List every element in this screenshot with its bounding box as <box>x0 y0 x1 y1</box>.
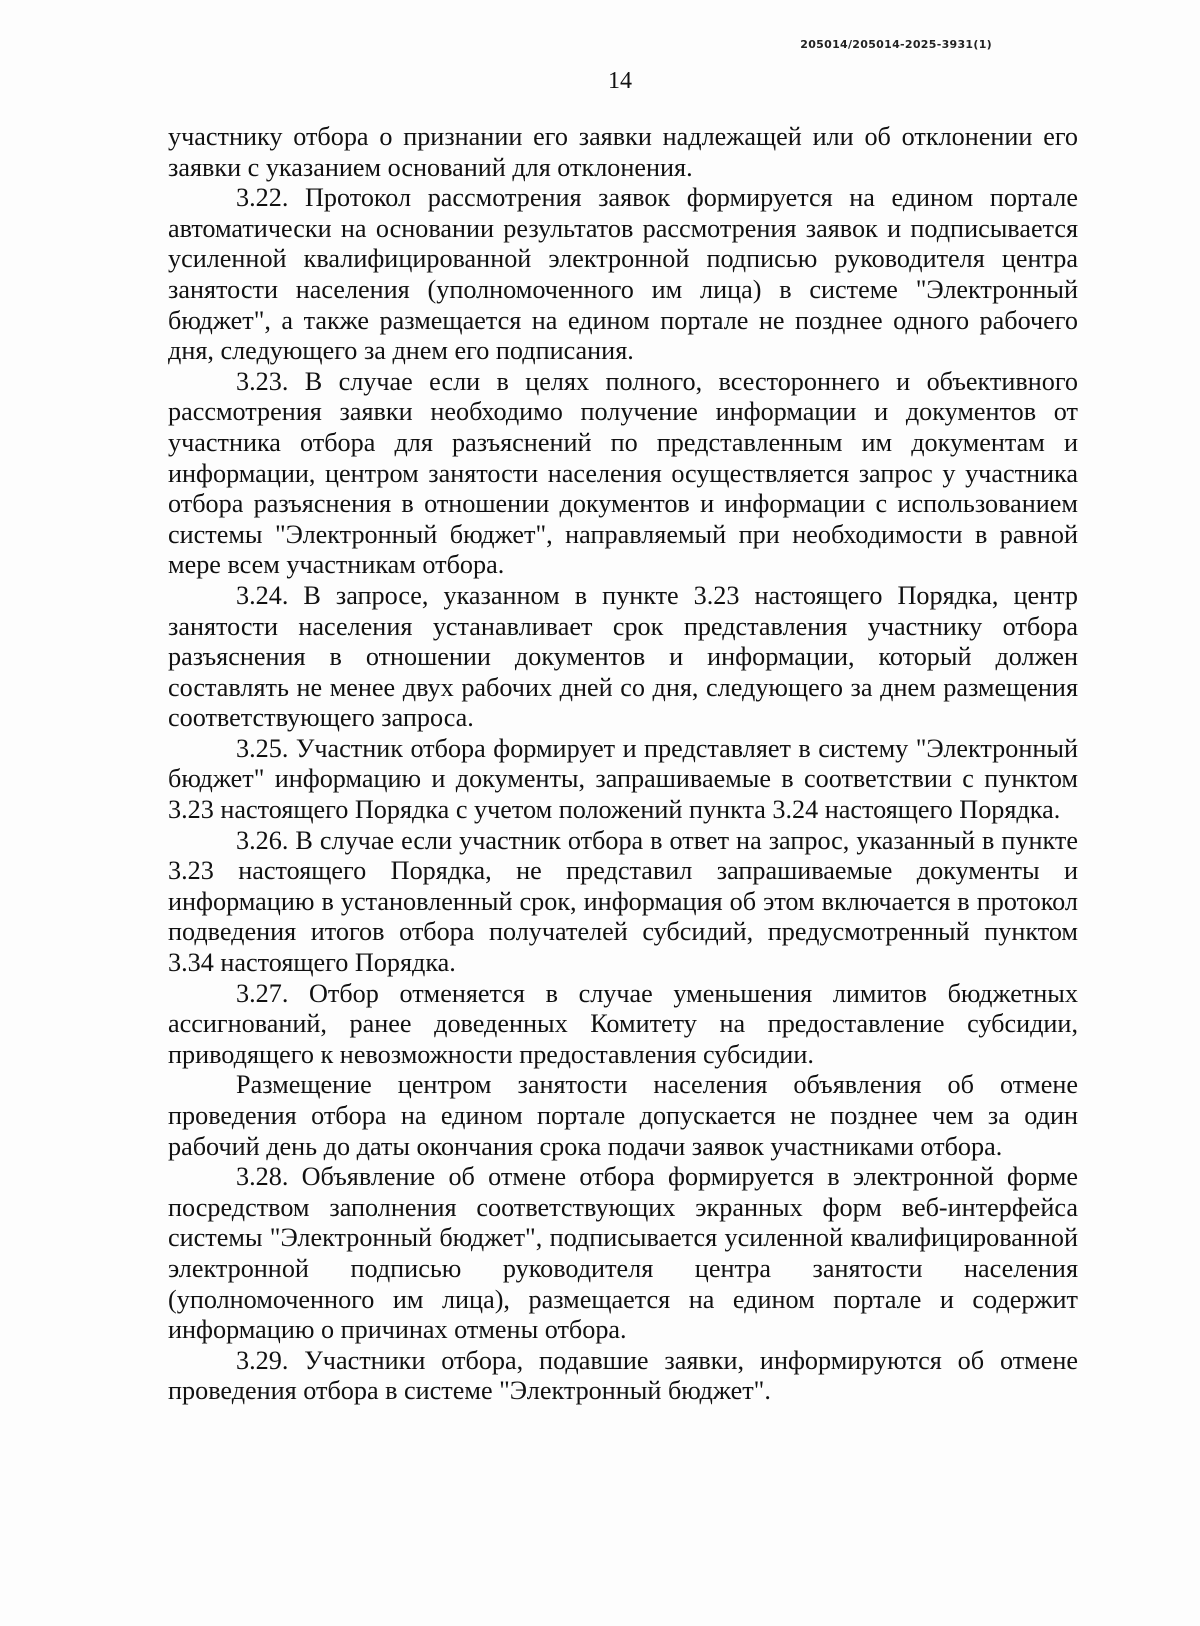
paragraph-3-27: 3.27. Отбор отменяется в случае уменьшения лимитов бюджетных ассигнований, ранее доведенных Комитету на предоставление субсидии, приводящего к невозможности предоставления субсидии. <box>168 978 1078 1069</box>
paragraph-3-22: 3.22. Протокол рассмотрения заявок формируется на едином портале автоматически на основании результатов рассмотрения заявок и подписывается усиленной квалифицированной электронной подписью руководителя центра занятости населения (уполномоченного им лица) в системе "Электронный бюджет", а также размещается на едином портале не позднее одного рабочего дня, следующего за днем его подписания. <box>168 183 1078 366</box>
paragraph-3-29: 3.29. Участники отбора, подавшие заявки, информируются об отмене проведения отбора в системе "Электронный бюджет". <box>168 1345 1078 1406</box>
paragraph-3-26: 3.26. В случае если участник отбора в ответ на запрос, указанный в пункте 3.23 настоящего Порядка, не представил запрашиваемые документы и информацию в установленный срок, информация об этом включается в протокол подведения итогов отбора получателей субсидий, предусмотренный пунктом 3.34 настоящего Порядка. <box>168 825 1078 978</box>
document-body <box>168 122 1078 1407</box>
paragraph-continuation: участнику отбора о признании его заявки надлежащей или об отклонении его заявки с указанием оснований для отклонения. <box>168 122 1078 182</box>
paragraph-3-25: 3.25. Участник отбора формирует и представляет в систему "Электронный бюджет" информацию и документы, запрашиваемые в соответствии с пунктом 3.23 настоящего Порядка с учетом положений пункта 3.24 настоящего Порядка. <box>168 733 1078 825</box>
document-id: 205014/205014-2025-3931(1) <box>800 38 992 51</box>
paragraph-3-24: 3.24. В запросе, указанном в пункте 3.23 настоящего Порядка, центр занятости населения устанавливает срок представления участнику отбора разъяснения в отношении документов и информации, который должен составлять не менее двух рабочих дней со дня, следующего за днем размещения соответствующего запроса. <box>168 580 1078 733</box>
paragraph-cancellation-posting: Размещение центром занятости населения объявления об отмене проведения отбора на едином портале допускается не позднее чем за один рабочий день до даты окончания срока подачи заявок участниками отбора. <box>168 1070 1078 1161</box>
paragraph-3-28: 3.28. Объявление об отмене отбора формируется в электронной форме посредством заполнения соответствующих экранных форм веб-интерфейса системы "Электронный бюджет", подписывается усиленной квалифицированной электронной подписью руководителя центра занятости населения (уполномоченного им лица), размещается на едином портале и содержит информацию о причинах отмены отбора. <box>168 1162 1078 1345</box>
page-number: 14 <box>608 68 632 94</box>
paragraph-3-23: 3.23. В случае если в целях полного, всестороннего и объективного рассмотрения заявки необходимо получение информации и документов от участника отбора для разъяснений по представленным им документам и информации, центром занятости населения осуществляется запрос у участника отбора разъяснения в отношении документов и информации с использованием системы "Электронный бюджет", направляемый при необходимости в равной мере всем участникам отбора. <box>168 366 1078 580</box>
